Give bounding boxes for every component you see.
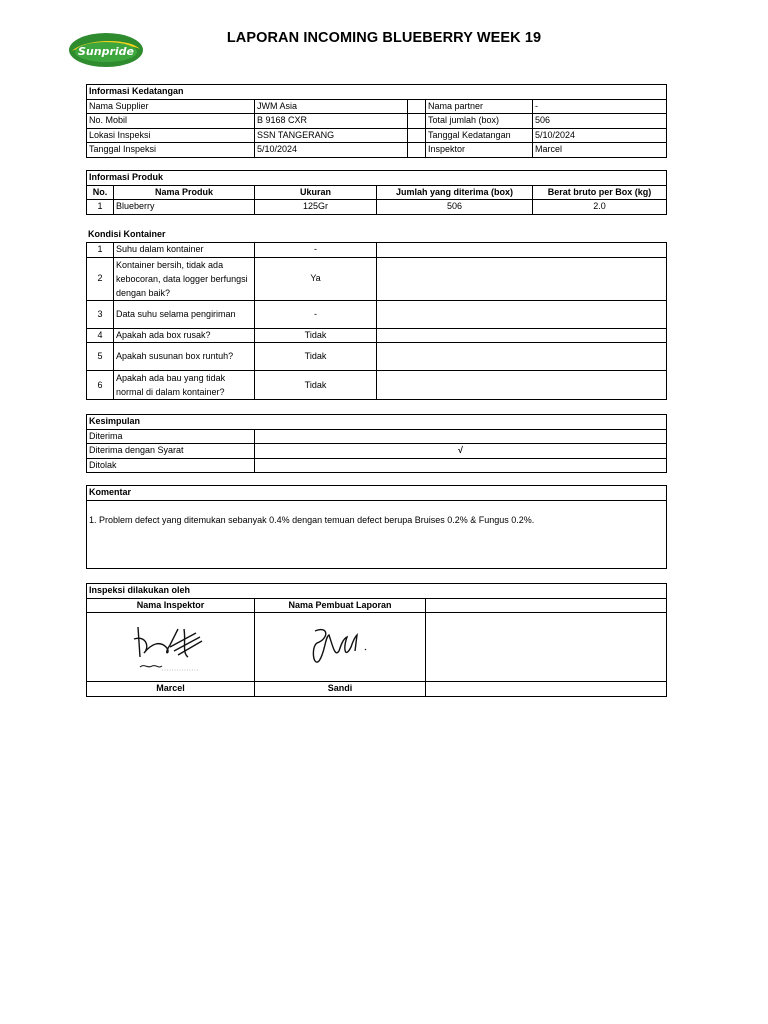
answer-cell: - [255,243,377,258]
table-row [87,128,667,143]
value-cell: 506 [533,114,667,129]
value-cell: JWM Asia [255,99,408,114]
label-cell: Lokasi Inspeksi [87,128,255,143]
note-cell [377,371,667,400]
column-header: No. [87,185,114,200]
kesimpulan-header: Kesimpulan [87,415,667,430]
column-header: Jumlah yang diterima (box) [377,185,533,200]
label-cell: Total jumlah (box) [426,114,533,129]
produk-header: Informasi Produk [87,171,667,186]
kesimpulan-label: Diterima [87,429,255,444]
label-cell: Tanggal Inspeksi [87,143,255,158]
jumlah-cell: 506 [377,200,533,215]
note-cell [377,300,667,328]
table-row [87,300,667,328]
value-cell: - [533,99,667,114]
no-cell: 3 [87,300,114,328]
note-cell [377,243,667,258]
column-header: Nama Inspektor [87,598,255,613]
table-row [87,200,667,215]
kesimpulan-table [86,414,667,473]
label-cell: Nama Supplier [87,99,255,114]
note-cell [377,328,667,343]
question-cell: Apakah ada box rusak? [114,328,255,343]
kedatangan-table [86,84,667,158]
pembuat-signature-cell [255,613,426,682]
inspektor-signature-cell [87,613,255,682]
question-cell: Apakah susunan box runtuh? [114,343,255,371]
answer-cell: Tidak [255,371,377,400]
table-header-row [87,185,667,200]
table-row [87,257,667,300]
page-title: LAPORAN INCOMING BLUEBERRY WEEK 19 [226,30,542,46]
spacer-cell [408,114,426,129]
no-cell: 4 [87,328,114,343]
check-mark: √ [255,444,667,459]
pembuat-signature [295,617,385,677]
value-cell: B 9168 CXR [255,114,408,129]
value-cell: Marcel [533,143,667,158]
table-row [87,343,667,371]
answer-cell: Tidak [255,328,377,343]
value-cell: 5/10/2024 [255,143,408,158]
komentar-table [86,485,667,569]
label-cell: Nama partner [426,99,533,114]
note-cell [377,257,667,300]
table-row [87,444,667,459]
kedatangan-header: Informasi Kedatangan [87,85,667,100]
value-cell: 5/10/2024 [533,128,667,143]
inspektor-signature [126,617,216,677]
table-row [87,143,667,158]
question-cell: Suhu dalam kontainer [114,243,255,258]
answer-cell: Ya [255,257,377,300]
label-cell: Inspektor [426,143,533,158]
table-row [87,243,667,258]
table-header-row [87,598,667,613]
question-cell: Data suhu selama pengiriman [114,300,255,328]
question-cell: Apakah ada bau yang tidak normal di dalam kontainer? [114,371,255,400]
column-header: Ukuran [255,185,377,200]
inspektor-name: Marcel [87,682,255,697]
berat-cell: 2.0 [533,200,667,215]
column-header: Nama Pembuat Laporan [255,598,426,613]
note-cell [377,343,667,371]
nama-produk-cell: Blueberry [114,200,255,215]
column-header: Nama Produk [114,185,255,200]
table-row [87,371,667,400]
pembuat-name: Sandi [255,682,426,697]
kesimpulan-label: Ditolak [87,458,255,473]
komentar-text: 1. Problem defect yang ditemukan sebanyak 0.4% dengan temuan defect berupa Bruises 0.2% & Fungus 0.2%. [87,500,667,568]
spacer-cell [408,143,426,158]
no-cell: 6 [87,371,114,400]
ukuran-cell: 125Gr [255,200,377,215]
table-row [87,682,667,697]
table-row [87,458,667,473]
table-row [87,99,667,114]
no-cell: 1 [87,243,114,258]
no-cell: 1 [87,200,114,215]
logo-text: Sunpride [78,45,134,58]
value-cell: SSN TANGERANG [255,128,408,143]
kesimpulan-label: Diterima dengan Syarat [87,444,255,459]
column-header: Berat bruto per Box (kg) [533,185,667,200]
kontainer-table [86,242,667,400]
check-mark [255,429,667,444]
spacer-cell [408,99,426,114]
inspeksi-header: Inspeksi dilakukan oleh [87,584,667,599]
empty-cell [426,598,667,613]
kontainer-header: Kondisi Kontainer [88,229,166,239]
label-cell: No. Mobil [87,114,255,129]
inspeksi-table [86,583,667,697]
answer-cell: - [255,300,377,328]
table-row [87,114,667,129]
table-row [87,429,667,444]
no-cell: 2 [87,257,114,300]
empty-cell [426,613,667,682]
produk-table [86,170,667,215]
spacer-cell [408,128,426,143]
question-cell: Kontainer bersih, tidak ada kebocoran, data logger berfungsi dengan baik? [114,257,255,300]
table-row [87,328,667,343]
answer-cell: Tidak [255,343,377,371]
komentar-header: Komentar [87,486,667,501]
label-cell: Tanggal Kedatangan [426,128,533,143]
no-cell: 5 [87,343,114,371]
check-mark [255,458,667,473]
empty-cell [426,682,667,697]
